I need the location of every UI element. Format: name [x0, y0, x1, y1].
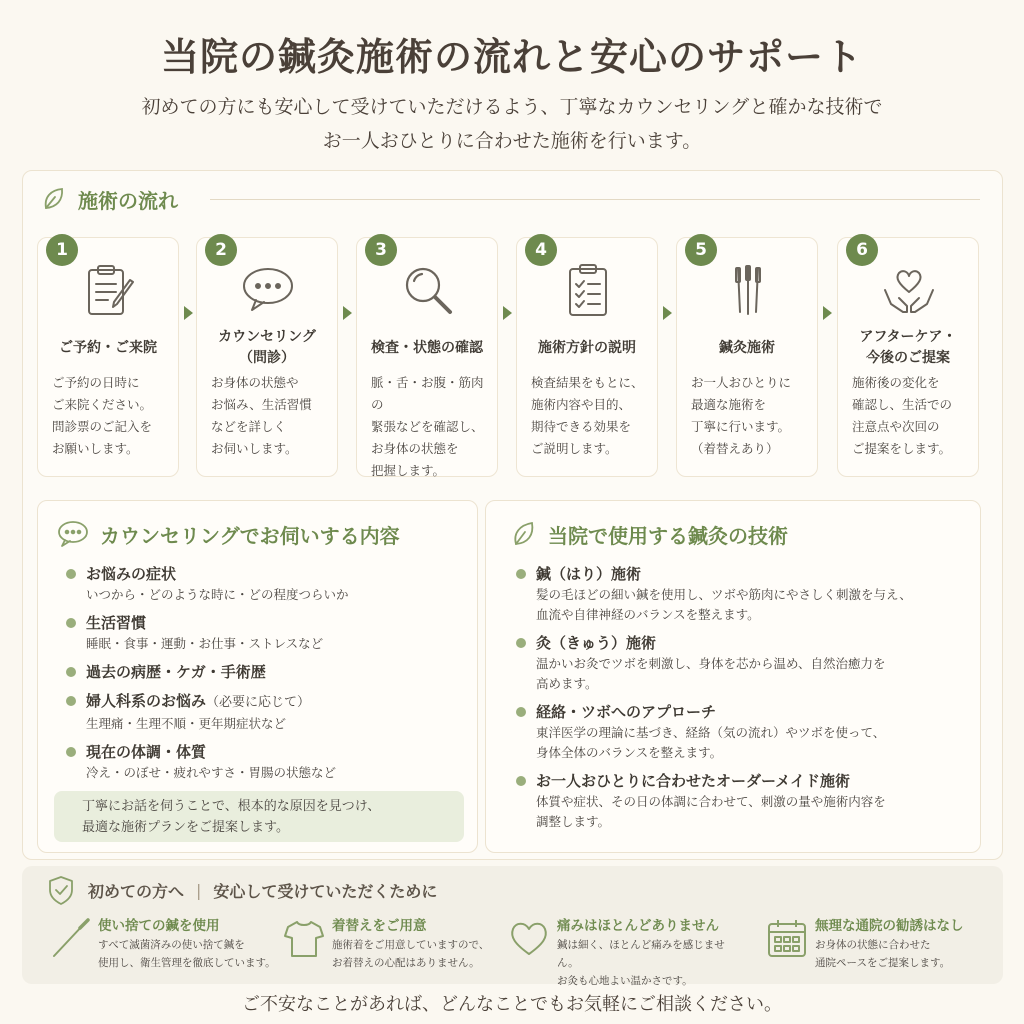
list-item: [66, 661, 349, 683]
techniques-panel: [485, 500, 981, 853]
feature-change-clothes: [282, 914, 517, 974]
feature-no-pressure: [765, 914, 1000, 974]
feature-description: 鍼は細く、ほとんど痛みを感じません。 お灸も心地よい温かさです。: [557, 939, 725, 987]
arrow-right-icon: [663, 306, 672, 320]
flow-step-1: [37, 237, 179, 477]
item-note: （必要に応じて）: [206, 695, 311, 710]
speech-bubble-icon: [238, 260, 298, 320]
item-description: 睡眠・食事・運動・お仕事・ストレスなど: [86, 636, 324, 651]
list-item: [66, 741, 349, 783]
step-description: 検査結果をもとに、 施術内容や目的、 期待できる効果を ご説明します。: [531, 375, 644, 456]
feature-description: すべて滅菌済みの使い捨て鍼を 使用し、衛生管理を徹底しています。: [98, 939, 276, 969]
step-name: アフターケア・ 今後のご提案: [859, 329, 957, 366]
calendar-icon: [765, 916, 809, 960]
item-description: 温かいお灸でツボを刺激し、身体を芯から温め、自然治癒力を 高めます。: [536, 656, 886, 691]
item-title: お一人おひとりに合わせたオーダーメイド施術: [536, 772, 850, 790]
heart-hands-icon: [879, 260, 939, 320]
item-description: 髪の毛ほどの細い鍼を使用し、ツボや筋肉にやさしく刺激を与え、 血流や自律神経のバランスを整えます。: [536, 587, 912, 622]
tshirt-icon: [282, 916, 326, 960]
list-item: [66, 612, 349, 654]
flow-step-3: [356, 237, 498, 477]
leaf-icon: [40, 185, 68, 213]
subtitle-line-2: お一人おひとりに合わせた施術を行います。: [322, 130, 702, 152]
counseling-panel: [37, 500, 478, 853]
counseling-heading: [56, 517, 400, 551]
step-name: ご予約・ご来院: [59, 339, 157, 356]
step-number: 2: [205, 234, 237, 266]
step-description: 脈・舌・お腹・筋肉の 緊張などを確認し、 お身体の状態を 把握します。: [371, 375, 484, 478]
footer-message: ご不安なことがあれば、どんなことでもお気軽にご相談ください。: [242, 994, 782, 1015]
item-description: いつから・どのような時に・どの程度つらいか: [86, 587, 349, 602]
feature-description: お身体の状態に合わせた 通院ペースをご提案します。: [815, 939, 951, 969]
feature-description: 施術着をご用意していますので、 お着替えの心配はありません。: [332, 939, 490, 969]
item-title-row: [86, 690, 349, 714]
page-subtitle: [0, 90, 1024, 158]
needle-icon: [48, 916, 92, 960]
step-number: 3: [365, 234, 397, 266]
flow-step-4: [516, 237, 658, 477]
item-title: 婦人科系のお悩み: [86, 692, 207, 710]
step-description: 施術後の変化を 確認し、生活での 注意点や次回の ご提案をします。: [852, 375, 953, 456]
speech-bubble-icon: [56, 519, 90, 549]
list-item: [516, 770, 912, 832]
flow-heading: [40, 184, 178, 214]
step-name: 検査・状態の確認: [371, 339, 483, 356]
clipboard-pen-icon: [79, 260, 139, 320]
heading-divider: [210, 199, 980, 200]
feature-title: 着替えをご用意: [332, 918, 427, 934]
checklist-icon: [558, 260, 618, 320]
step-number: 5: [685, 234, 717, 266]
techniques-list: [516, 563, 912, 839]
arrow-right-icon: [343, 306, 352, 320]
list-item: [516, 701, 912, 763]
heading-separator: |: [196, 880, 202, 900]
item-title: 現在の体調・体質: [86, 743, 207, 761]
feature-little-pain: [507, 914, 742, 987]
step-number: 1: [46, 234, 78, 266]
leaf-icon: [510, 519, 538, 549]
flow-step-6: [837, 237, 979, 477]
list-item: [516, 563, 912, 625]
heart-icon: [507, 916, 551, 960]
reassurance-heading-left: 初めての方へ: [88, 881, 185, 901]
item-description: 東洋医学の理論に基づき、経絡（気の流れ）やツボを使って、 身体全体のバランスを整えます。: [536, 725, 886, 760]
arrow-right-icon: [823, 306, 832, 320]
page-title: 当院の鍼灸施術の流れと安心のサポート: [160, 34, 863, 79]
needles-icon: [718, 260, 778, 320]
item-description: 冷え・のぼせ・疲れやすさ・胃腸の状態など: [86, 765, 337, 780]
reassurance-heading: [46, 874, 437, 906]
subtitle-line-1: 初めての方にも安心して受けていただけるよう、丁寧なカウンセリングと確かな技術で: [141, 96, 883, 118]
item-title: 経絡・ツボへのアプローチ: [536, 703, 717, 721]
reassurance-heading-right: 安心して受けていただくために: [213, 881, 438, 901]
feature-title: 使い捨ての鍼を使用: [98, 918, 220, 934]
list-item: [66, 563, 349, 605]
feature-title: 痛みはほとんどありません: [557, 918, 719, 934]
counseling-note: 丁寧にお話を伺うことで、根本的な原因を見つけ、 最適な施術プランをご提案します。: [54, 791, 464, 842]
arrow-right-icon: [503, 306, 512, 320]
step-description: ご予約の日時に ご来院ください。 問診票のご記入を お願いします。: [52, 375, 153, 456]
step-description: お身体の状態や お悩み、生活習慣 などを詳しく お伺いします。: [211, 375, 312, 456]
item-title: お悩みの症状: [86, 565, 177, 583]
item-title: 生活習慣: [86, 614, 147, 632]
step-number: 4: [525, 234, 557, 266]
feature-title: 無理な通院の勧誘はなし: [815, 918, 964, 934]
techniques-heading: [510, 517, 788, 551]
flow-step-2: [196, 237, 338, 477]
item-description: 体質や症状、その日の体調に合わせて、刺激の量や施術内容を 調整します。: [536, 794, 886, 829]
step-number: 6: [846, 234, 878, 266]
step-name: 施術方針の説明: [538, 339, 636, 356]
item-title: 灸（きゅう）施術: [536, 634, 657, 652]
item-description: 生理痛・生理不順・更年期症状など: [86, 716, 287, 731]
techniques-heading-text: 当院で使用する鍼灸の技術: [548, 523, 788, 548]
list-item: [516, 632, 912, 694]
feature-disposable-needles: [48, 914, 283, 974]
counseling-list: [66, 563, 349, 790]
arrow-right-icon: [184, 306, 193, 320]
step-name: 鍼灸施術: [719, 339, 775, 356]
item-title: 鍼（はり）施術: [536, 565, 642, 583]
reassurance-panel: [22, 866, 1003, 987]
magnifier-icon: [398, 260, 458, 320]
flow-heading-text: 施術の流れ: [78, 188, 178, 213]
list-item: [66, 690, 349, 734]
item-title: 過去の病歴・ケガ・手術歴: [86, 663, 266, 681]
flow-step-5: [676, 237, 818, 477]
step-description: お一人おひとりに 最適な施術を 丁寧に行います。 （着替えあり）: [691, 375, 792, 456]
counseling-heading-text: カウンセリングでお伺いする内容: [100, 523, 400, 548]
step-name: カウンセリング （問診）: [218, 329, 316, 366]
shield-check-icon: [46, 874, 76, 906]
